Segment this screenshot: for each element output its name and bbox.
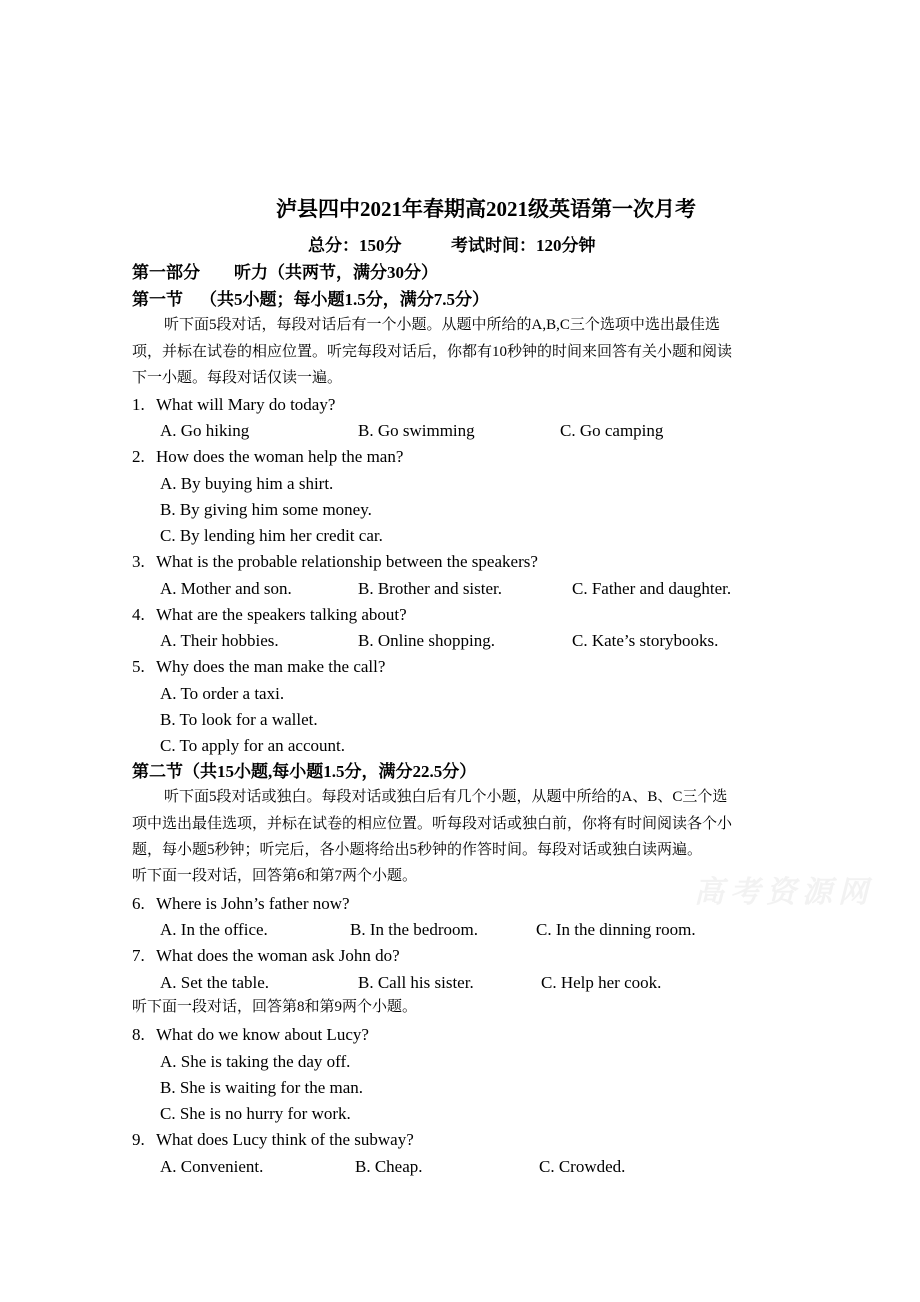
section1-instruction-line: 下一小题。每段对话仅读一遍。 [132,370,343,386]
question-number: 2. [132,447,145,466]
option-b: B. She is waiting for the man. [160,1078,364,1097]
option-a: A. Their hobbies. [160,631,279,650]
option-c: C. She is no hurry for work. [160,1104,351,1123]
option-a: A. Convenient. [160,1157,264,1176]
section2-heading: 第二节（共15小题,每小题1.5分，满分22.5分） [132,762,477,781]
dialogue-note: 听下面一段对话，回答第8和第9两个小题。 [132,999,418,1015]
option-c: C. Kate’s storybooks. [572,631,719,650]
option-b: B. Call his sister. [358,973,474,992]
option-c: C. Crowded. [539,1157,626,1176]
option-c: C. Help her cook. [541,973,662,992]
question-text: What is the probable relationship between the speakers? [156,552,538,571]
dialogue-note: 听下面一段对话，回答第6和第7两个小题。 [132,868,418,884]
question-text: Where is John’s father now? [156,894,350,913]
question-text: What does Lucy think of the subway? [156,1130,414,1149]
option-c: C. Father and daughter. [572,579,732,598]
option-b: B. By giving him some money. [160,500,372,519]
option-a: A. She is taking the day off. [160,1052,351,1071]
option-b: B. Online shopping. [358,631,495,650]
question-number: 6. [132,894,145,913]
option-c: C. Go camping [560,421,664,440]
question-number: 4. [132,605,145,624]
option-b: B. To look for a wallet. [160,710,318,729]
question-text: What are the speakers talking about? [156,605,407,624]
question-number: 9. [132,1130,145,1149]
option-c: C. By lending him her credit car. [160,526,383,545]
question-number: 3. [132,552,145,571]
question-number: 8. [132,1025,145,1044]
exam-time: 考试时间：120分钟 [451,236,596,255]
option-a: A. By buying him a shirt. [160,474,334,493]
option-b: B. Go swimming [358,421,475,440]
option-b: B. Brother and sister. [358,579,503,598]
option-c: C. In the dinning room. [536,920,696,939]
option-b: B. In the bedroom. [350,920,478,939]
question-number: 1. [132,395,145,414]
question-number: 5. [132,657,145,676]
question-text: What will Mary do today? [156,395,336,414]
section1-instruction-line: 听下面5段对话，每段对话后有一个小题。从题中所给的A,B,C三个选项中选出最佳选 [164,317,720,333]
question-text: How does the woman help the man? [156,447,404,466]
question-number: 7. [132,946,145,965]
option-a: A. Mother and son. [160,579,292,598]
option-c: C. To apply for an account. [160,736,345,755]
question-text: What does the woman ask John do? [156,946,400,965]
section2-instruction-line: 项中选出最佳选项，并标在试卷的相应位置。听每段对话或独白前，你将有时间阅读各个小 [132,816,733,832]
watermark: 高考资源网 [694,876,874,909]
section1-heading-label: 第一节 [132,290,183,309]
option-a: A. To order a taxi. [160,684,285,703]
question-text: What do we know about Lucy? [156,1025,369,1044]
part1-heading-label: 第一部分 [132,263,200,282]
question-text: Why does the man make the call? [156,657,386,676]
option-a: A. Go hiking [160,421,250,440]
section2-instruction-line: 题，每小题5秒钟；听完后，各小题将给出5秒钟的作答时间。每段对话或独白读两遍。 [132,842,703,858]
option-b: B. Cheap. [355,1157,423,1176]
total-score: 总分：150分 [308,236,402,255]
section1-instruction-line: 项，并标在试卷的相应位置。听完每段对话后，你都有10秒钟的时间来回答有关小题和阅读 [132,344,733,360]
section2-instruction-line: 听下面5段对话或独白。每段对话或独白后有几个小题，从题中所给的A、B、C三个选 [164,789,728,805]
section1-heading-text: （共5小题；每小题1.5分，满分7.5分） [200,290,489,309]
option-a: A. In the office. [160,920,268,939]
exam-title: 泸县四中2021年春期高2021级英语第一次月考 [276,197,696,221]
option-a: A. Set the table. [160,973,270,992]
part1-heading-text: 听力（共两节，满分30分） [234,263,438,282]
